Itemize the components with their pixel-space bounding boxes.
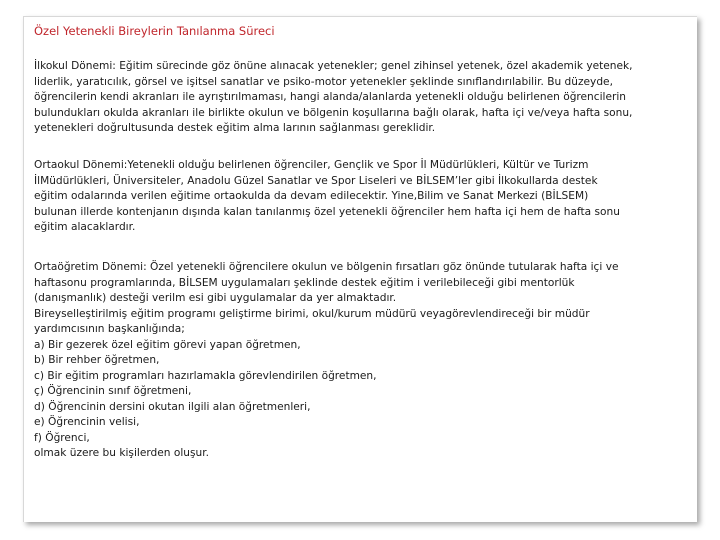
slide-title: Özel Yetenekli Bireylerin Tanılanma Süreci [34,24,275,38]
text-line: bulunan illerde kontenjanın dışında kalan tanılanmış özel yetenekli öğrenciler hem hafta içi hem de hafta sonu [34,205,620,218]
text-line: liderlik, yaratıcılık, görsel ve işitsel sanatlar ve psiko-motor yetenekler şeklinde sınıflandırılabilir. Bu düzeyde, [34,75,613,88]
text-line: eğitim alacaklardır. [34,221,136,233]
text-line: yardımcısının başkanlığında; [34,323,185,335]
paragraph-ortaokul [34,158,694,236]
list-item: a) Bir gezerek özel eğitim görevi yapan öğretmen, [34,338,301,351]
text-line: haftasonu programlarında, BİLSEM uygulamaları şeklinde destek eğitim i verilebileceği gibi mentorlük [34,276,575,289]
list-item: f) Öğrenci, [34,431,90,444]
list-item: ç) Öğrencinin sınıf öğretmeni, [34,385,192,397]
text-line: öğrencilerin kendi akranları ile ayrıştırılmaması, hangi alanda/alanlarda yetenekli olduğu belirlenen öğrencilerin [34,91,627,103]
text-line: eğitim odalarında verilen eğitime ortaokulda da devam edilecektir. Yine,Bilim ve Sanat Merkezi (BİLSEM) [34,190,589,202]
text-line: (danışmanlık) desteği verilm esi gibi uygulamalar da yer almaktadır. [34,292,397,304]
paragraph-ilkokul [34,59,694,137]
text-line: yetenekleri doğrultusunda destek eğitim alma larının sağlanması gereklidir. [34,122,436,134]
list-item: c) Bir eğitim programları hazırlamakla görevlendirilen öğretmen, [34,369,377,382]
text-line: bulundukları okulda akranları ile birlikte okulun ve bölgenin koşullarına bağlı olarak, hafta içi ve/veya hafta sonu, [34,106,633,119]
text-line: İlkokul Dönemi: Eğitim sürecinde göz önüne alınacak yetenekler; genel zihinsel yetenek, özel akademik yetenek, [34,60,633,72]
text-line: Bireyselleştirilmiş eğitim programı geliştirme birimi, okul/kurum müdürü veyagörevlendireceği bir müdür [34,307,590,320]
list-item: b) Bir rehber öğretmen, [34,354,160,366]
slide [23,16,697,522]
text-line: Ortaöğretim Dönemi: Özel yetenekli öğrencilere okulun ve bölgenin fırsatları göz önünde tutularak hafta içi ve [34,261,619,273]
list-item: e) Öğrencinin velisi, [34,416,140,428]
text-line: İlMüdürlükleri, Üniversiteler, Anadolu Güzel Sanatlar ve Spor Liseleri ve BİLSEM’ler gibi İlkokullarda destek [34,174,598,187]
paragraph-ortaogretim [34,260,694,462]
text-line: Ortaokul Dönemi:Yetenekli olduğu belirlenen öğrenciler, Gençlik ve Spor İl Müdürlükleri, Kültür ve Turizm [34,159,589,171]
list-item: d) Öğrencinin dersini okutan ilgili alan öğretmenleri, [34,400,311,413]
text-line: olmak üzere bu kişilerden oluşur. [34,447,209,459]
